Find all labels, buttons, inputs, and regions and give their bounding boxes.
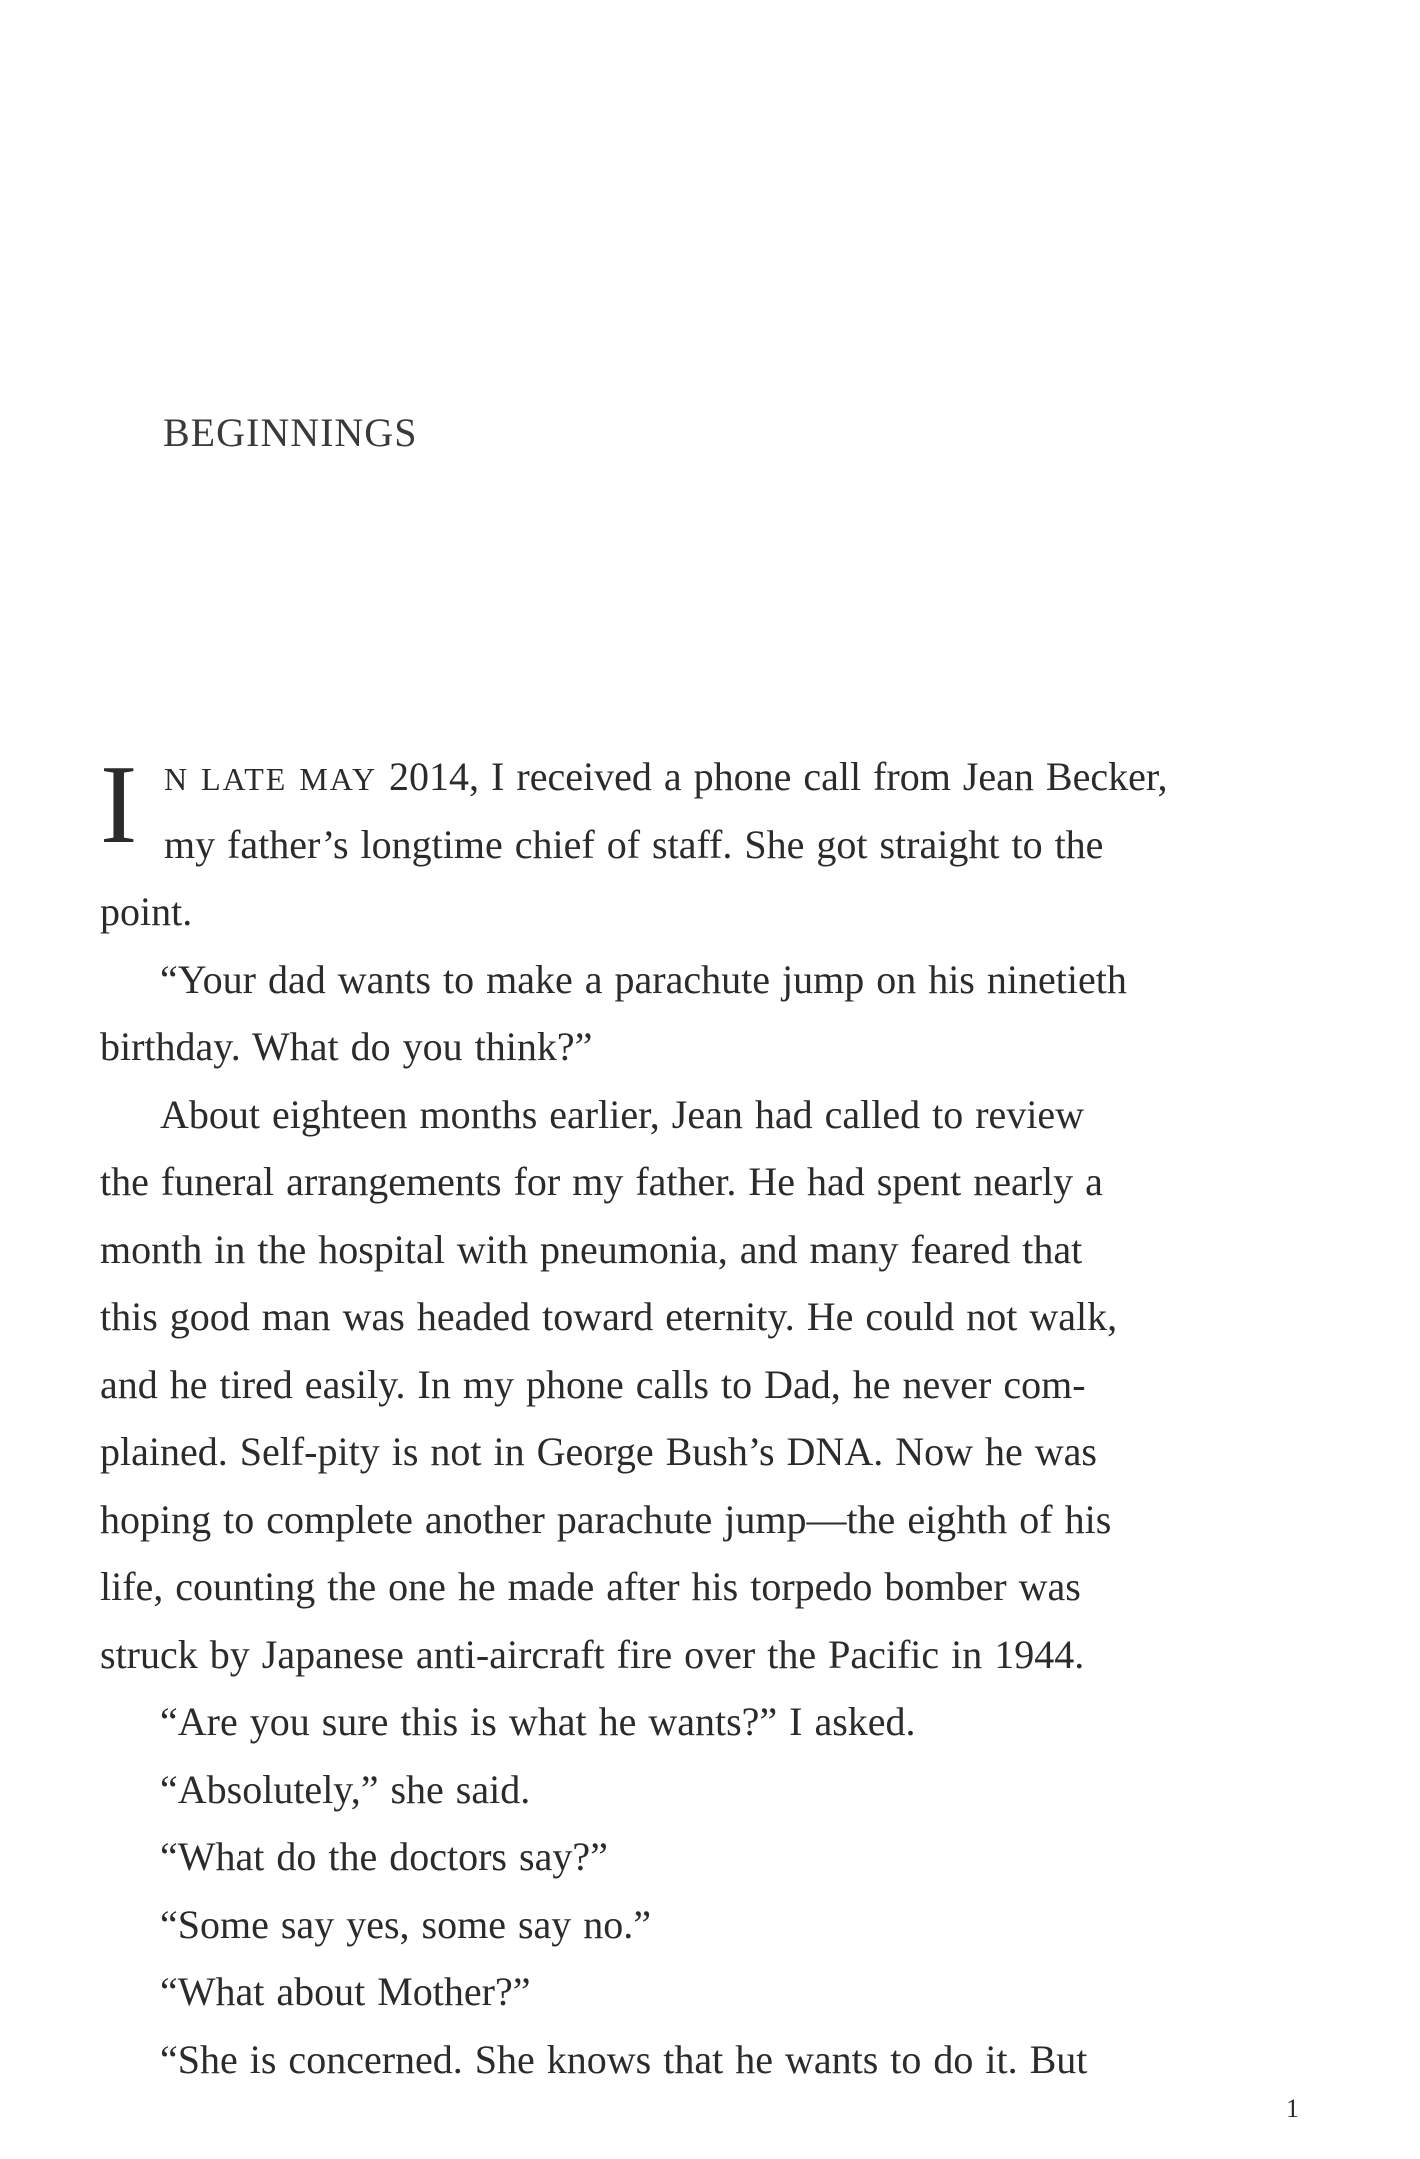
text-line: my father’s longtime chief of staff. She got straight to the	[164, 821, 1104, 867]
text-line: “Are you sure this is what he wants?” I asked.	[160, 1699, 916, 1744]
text-line: birthday. What do you think?”	[100, 1024, 593, 1069]
text-line: About eighteen months earlier, Jean had called to review	[160, 1091, 1085, 1137]
text-line: “Some say yes, some say no.”	[160, 1901, 652, 1947]
body-text	[100, 743, 1306, 2093]
text-line: month in the hospital with pneumonia, and many feared that	[100, 1226, 1083, 1272]
text-line: life, counting the one he made after his torpedo bomber was	[100, 1564, 1081, 1609]
text-line: “What do the doctors say?”	[160, 1834, 608, 1879]
text-line: “She is concerned. She knows that he wants to do it. But	[160, 2036, 1088, 2082]
text-line	[100, 743, 1306, 811]
text-line: “What about Mother?”	[160, 1969, 531, 2014]
small-caps-lead: N LATE MAY	[164, 761, 378, 797]
chapter-title: BEGINNINGS	[163, 410, 418, 455]
text-line: point.	[100, 889, 193, 934]
text-line: this good man was headed toward eternity. He could not walk,	[100, 1294, 1118, 1339]
drop-cap: I	[100, 743, 138, 867]
text-line: hoping to complete another parachute jump—the eighth of his	[100, 1496, 1112, 1542]
text-line: “Absolutely,” she said.	[160, 1766, 531, 1812]
text-line: plained. Self-pity is not in George Bush’s DNA. Now he was	[100, 1429, 1097, 1474]
text-line: struck by Japanese anti-aircraft fire over the Pacific in 1944.	[100, 1631, 1085, 1677]
page-number: 1	[1286, 2094, 1299, 2123]
text-line: “Your dad wants to make a parachute jump on his ninetieth	[160, 956, 1127, 1002]
line-text: 2014, I received a phone call from Jean Becker,	[377, 754, 1168, 799]
text-line: the funeral arrangements for my father. He had spent nearly a	[100, 1159, 1103, 1204]
opening-paragraph	[100, 743, 1306, 878]
text-line: and he tired easily. In my phone calls to Dad, he never com-	[100, 1361, 1086, 1407]
